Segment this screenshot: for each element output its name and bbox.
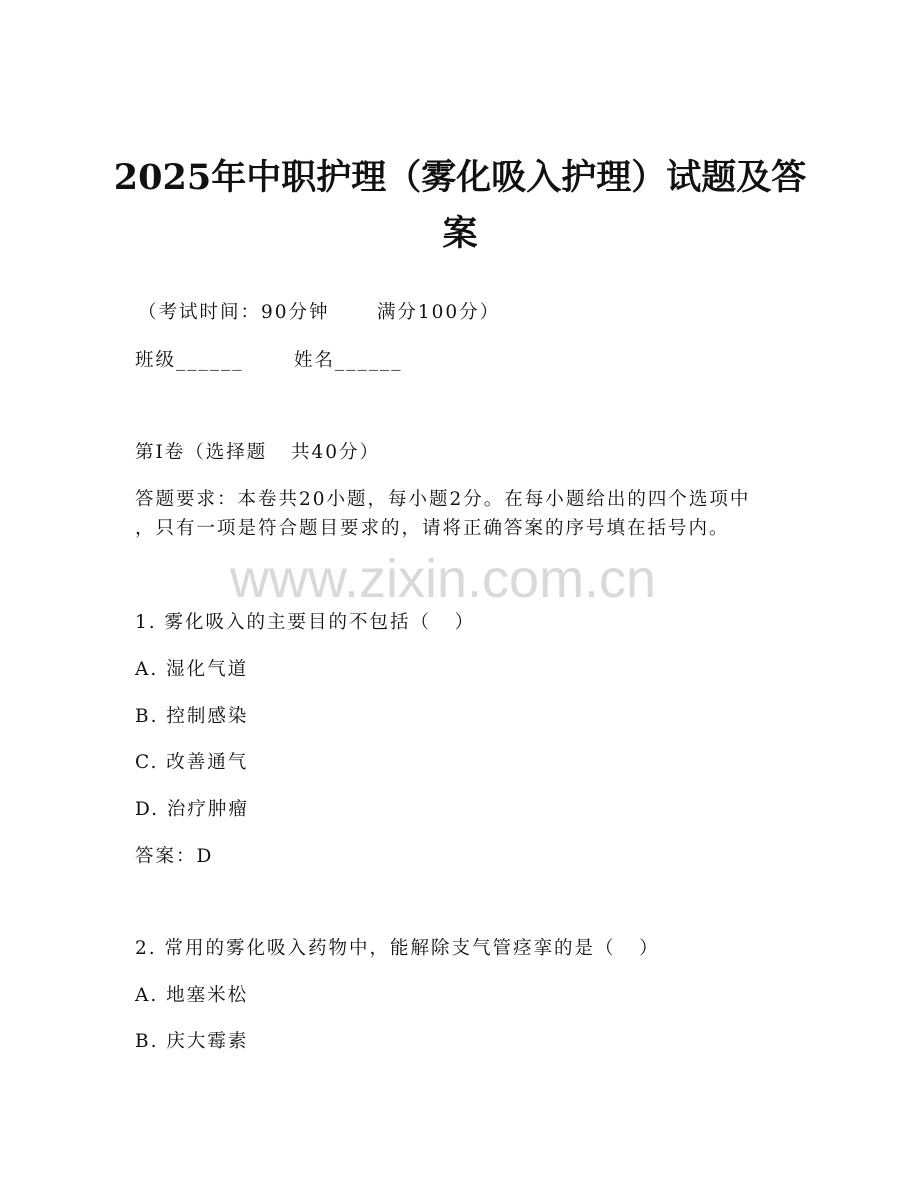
question-2-option-b: B. 庆大霉素 xyxy=(135,1031,249,1052)
section-title: 第I卷（选择题 共40分） xyxy=(135,442,380,463)
name-field: 姓名______ xyxy=(294,350,403,371)
question-1-option-d: D. 治疗肿瘤 xyxy=(135,799,249,820)
question-1-stem: 1. 雾化吸入的主要目的不包括（ ） xyxy=(135,612,476,633)
question-2-stem: 2. 常用的雾化吸入药物中，能解除支气管痉挛的是（ ） xyxy=(135,938,660,959)
question-1-answer: 答案：D xyxy=(135,846,214,867)
instructions-line-2: ，只有一项是符合题目要求的，请将正确答案的序号填在括号内。 xyxy=(135,518,730,539)
question-1-option-b: B. 控制感染 xyxy=(135,706,249,727)
exam-info: （考试时间：90分钟 满分100分） xyxy=(138,302,501,323)
question-1-option-c: C. 改善通气 xyxy=(135,752,249,773)
instructions-line-1: 答题要求：本卷共20小题，每小题2分。在每小题给出的四个选项中 xyxy=(135,489,751,510)
document-title: 2025年中职护理（雾化吸入护理）试题及答案 xyxy=(113,157,807,254)
class-field: 班级______ xyxy=(135,350,244,371)
watermark: www.zixin.com.cn xyxy=(230,549,657,609)
question-1-option-a: A. 湿化气道 xyxy=(135,659,249,680)
question-2-option-a: A. 地塞米松 xyxy=(135,985,249,1006)
